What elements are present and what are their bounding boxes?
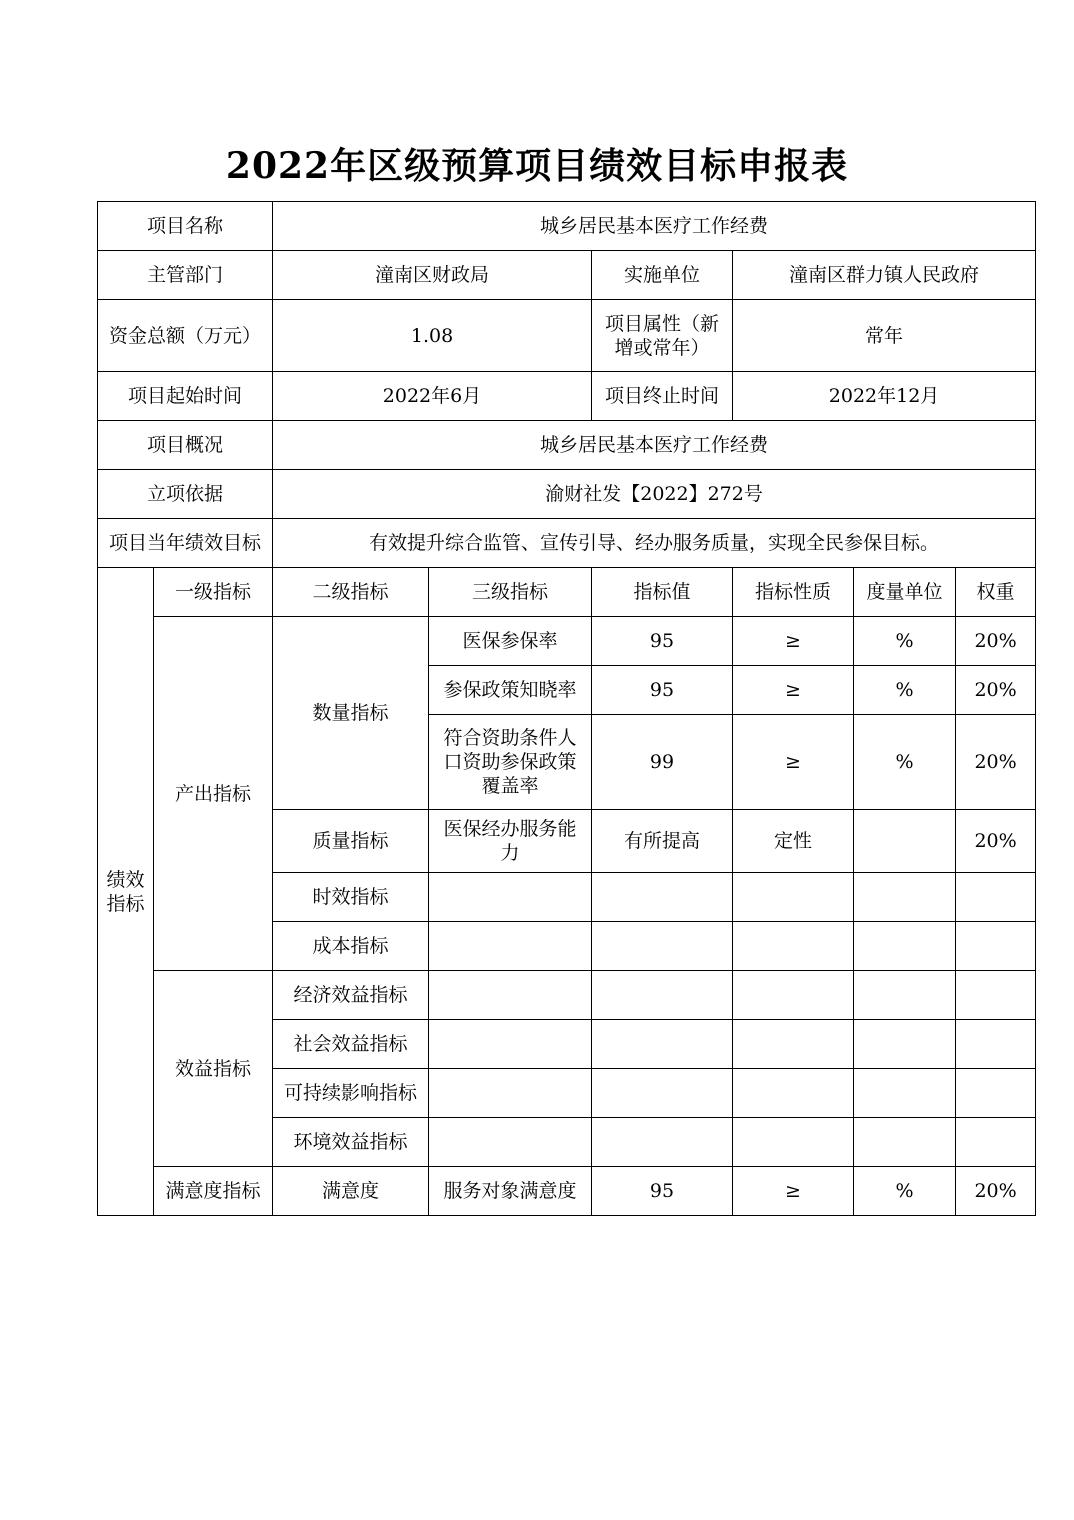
- indicator-weight: 20%: [956, 666, 1036, 715]
- indicator-weight: 20%: [956, 810, 1036, 873]
- indicator-unit: %: [854, 1167, 956, 1216]
- indicator-value: 有所提高: [592, 810, 733, 873]
- header-level2: 二级指标: [273, 568, 429, 617]
- overview-value: 城乡居民基本医疗工作经费: [273, 421, 1036, 470]
- fund-value: 1.08: [273, 300, 592, 372]
- indicator-value: 95: [592, 1167, 733, 1216]
- attr-value: 常年: [733, 300, 1036, 372]
- indicator-nature: ≥: [733, 1167, 854, 1216]
- start-value: 2022年6月: [273, 372, 592, 421]
- fund-label: 资金总额（万元）: [98, 300, 273, 372]
- cost-indicator-label: 成本指标: [273, 922, 429, 971]
- table-row: [98, 1167, 1036, 1216]
- indicator-value: 95: [592, 666, 733, 715]
- header-level3: 三级指标: [429, 568, 592, 617]
- environment-indicator-label: 环境效益指标: [273, 1118, 429, 1167]
- goal-label: 项目当年绩效目标: [98, 519, 273, 568]
- row-department: [98, 251, 1036, 300]
- indicator-value: 99: [592, 715, 733, 810]
- header-value: 指标值: [592, 568, 733, 617]
- economic-indicator-label: 经济效益指标: [273, 971, 429, 1020]
- satisfaction-level1-label: 满意度指标: [154, 1167, 273, 1216]
- satisfaction-level2-label: 满意度: [273, 1167, 429, 1216]
- indicator-nature: 定性: [733, 810, 854, 873]
- basis-value: 渝财社发【2022】272号: [273, 470, 1036, 519]
- timeliness-indicator-label: 时效指标: [273, 873, 429, 922]
- row-basis: [98, 470, 1036, 519]
- dept-label: 主管部门: [98, 251, 273, 300]
- impl-value: 潼南区群力镇人民政府: [733, 251, 1036, 300]
- sustain-indicator-label: 可持续影响指标: [273, 1069, 429, 1118]
- social-indicator-label: 社会效益指标: [273, 1020, 429, 1069]
- row-period: [98, 372, 1036, 421]
- indicator-weight: 20%: [956, 715, 1036, 810]
- row-overview: [98, 421, 1036, 470]
- end-value: 2022年12月: [733, 372, 1036, 421]
- project-name-value: 城乡居民基本医疗工作经费: [273, 202, 1036, 251]
- indicator-weight: 20%: [956, 1167, 1036, 1216]
- goal-value: 有效提升综合监管、宣传引导、经办服务质量，实现全民参保目标。: [273, 519, 1036, 568]
- page-title: 2022年区级预算项目绩效目标申报表: [225, 145, 849, 187]
- header-nature: 指标性质: [733, 568, 854, 617]
- indicator-header-row: [98, 568, 1036, 617]
- table-row: [98, 971, 1036, 1020]
- basis-label: 立项依据: [98, 470, 273, 519]
- project-name-label: 项目名称: [98, 202, 273, 251]
- performance-target-form: [97, 201, 1036, 1216]
- indicator-unit: %: [854, 715, 956, 810]
- end-label: 项目终止时间: [592, 372, 733, 421]
- indicator-name: 参保政策知晓率: [429, 666, 592, 715]
- indicator-name: 符合资助条件人口资助参保政策覆盖率: [429, 715, 592, 810]
- indicator-name: 服务对象满意度: [429, 1167, 592, 1216]
- indicator-nature: ≥: [733, 715, 854, 810]
- indicator-unit: %: [854, 617, 956, 666]
- attr-label: 项目属性（新增或常年）: [592, 300, 733, 372]
- indicator-unit: %: [854, 666, 956, 715]
- header-weight: 权重: [956, 568, 1036, 617]
- indicator-name: 医保参保率: [429, 617, 592, 666]
- table-row: [98, 617, 1036, 666]
- row-project-name: [98, 202, 1036, 251]
- header-level1: 一级指标: [154, 568, 273, 617]
- benefit-indicator-label: 效益指标: [154, 971, 273, 1167]
- indicator-nature: ≥: [733, 617, 854, 666]
- indicator-weight: 20%: [956, 617, 1036, 666]
- indicator-unit: [854, 810, 956, 873]
- header-unit: 度量单位: [854, 568, 956, 617]
- dept-value: 潼南区财政局: [273, 251, 592, 300]
- row-goal: [98, 519, 1036, 568]
- output-indicator-label: 产出指标: [154, 617, 273, 971]
- indicator-section-label: 绩效指标: [98, 568, 154, 1216]
- indicator-nature: ≥: [733, 666, 854, 715]
- quality-indicator-label: 质量指标: [273, 810, 429, 873]
- overview-label: 项目概况: [98, 421, 273, 470]
- row-fund: [98, 300, 1036, 372]
- indicator-value: 95: [592, 617, 733, 666]
- start-label: 项目起始时间: [98, 372, 273, 421]
- indicator-name: 医保经办服务能力: [429, 810, 592, 873]
- quantity-indicator-label: 数量指标: [273, 617, 429, 810]
- impl-label: 实施单位: [592, 251, 733, 300]
